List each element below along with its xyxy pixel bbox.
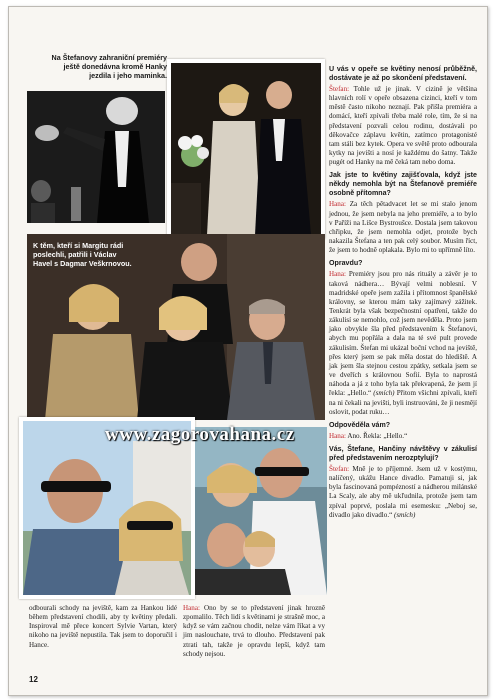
speaker-label: Hana: [329, 431, 346, 440]
caption-top: Na Štefanovy zahraniční premiéry ještě donedávna kromě Hanky jezdila i jeho maminka. [51, 53, 167, 80]
watermark: www.zagorovahana.cz [105, 424, 295, 445]
answer-1 [329, 85, 477, 167]
answer-4-text: Ano. Řekla: „Hello.“ [347, 431, 408, 440]
photo-selfie-group [195, 427, 327, 595]
photo-selfie-group-image [195, 427, 327, 595]
speaker-label: Hana: [329, 200, 346, 209]
question-5: Vás, Štefane, Hančiny návštěvy v zákulisí před představením nerozptylují? [329, 445, 477, 462]
answer-3-text: Premiéry jsou pro nás rituály a závěr je to taková nádhera… Bývají velmi noblesní. V madridské opeře jsem zažila i přítomnost španělské královny, se kterou mám taky zajímavý zážitek. Tenkrát byla však bezpečnostní opatření, takže do zákulisí se nemohlo, což jsem nevěděla. Proto jsem jako obvykle šla před představením k Štefanovi, abych mu popřála a dala na té své pult provede zákulisím. Štefan mi ukázal boční vchod na jeviště, přes který jsem se pak měla dostat do hlediště. A jak jsem šla stejnou cestou zpátky, setkala jsem se ve dveřích s královnou Sofií. Byla to naprostá náhoda a já z toho byla tak překvapená, že jsem jí řekla: „Hello.“ [329, 270, 477, 398]
bottom-left-paragraph: odbourali schody na jeviště, kam za Hankou lidé během představení chodili, aby ty květiny předali. Inspiroval mě přece koncert Sylvie Vartan, který nikoho na jeviště nepustila. Tak jsem to doporučil i Hance. [29, 604, 177, 649]
caption-mid: K těm, kteří si Margitu rádi poslechli, patřili i Václav Havel s Dagmar Veškrnovou. [33, 241, 132, 268]
photo-stage-bow [27, 91, 165, 223]
answer-5 [329, 465, 477, 520]
question-1: U vás v opeře se květiny nenosí průběžně, dostávate je až po skončení představení. [329, 65, 477, 82]
photo-stage-bow-image [27, 91, 165, 223]
speaker-label: Štefan: [329, 85, 350, 93]
smile-note: (smích) [394, 510, 416, 519]
question-3: Opravdu? [329, 259, 363, 268]
bottom-mid-text [183, 604, 325, 661]
answer-3-tail: Přitom všichni zpívali, kteří na ni čekali na jevišti, byli instruováni, že ji nesmějí oslovit, podat ruku… [329, 389, 477, 416]
speaker-label: Hana: [329, 270, 346, 279]
smile-note: (smích) [373, 389, 395, 398]
answer-2 [329, 200, 477, 255]
answer-2-text: Za těch pětadvacet let se mi stalo jenom jednou, že jsem nebyla na jeho premiéře, a to bylo v Paříži na Lišce Bystroušce. Dostala jsem takovou chřipku, že jsem nemohla odjet, protože bych nakazila Štefana a ten pak celý soubor. Musím říct, že jsem to hodně oplakala. Bylo mi to upřímně líto. [329, 200, 477, 255]
answer-4 [329, 432, 477, 441]
photo-couple-flowers-image [171, 63, 321, 235]
answer-1-text: Tohle už je jinak. V cizině je většina hlavních rolí v opeře obsazena cizinci, kteří v tom městě často nikoho neznají. Pak přišla premiéra a domácí, kteří zpívali třeba malé role, tím, že si na představení pozvali celou rodinu, dostávali po děkovačce záplavu květin, zatímco protagonisté tam stáli bez kytek. Opera ve světě proto odbourala kytky na jevišti a nosí je každému do šatny. Takže pugét od Hanky na mě čeká tam nebo doma. [329, 85, 477, 167]
photo-selfie-couple-image [23, 421, 191, 595]
photo-couple-flowers [167, 59, 325, 239]
speaker-label: Hana: [183, 604, 200, 612]
bottom-mid-text-body: Ono by se to představení jinak hrozně zpomalilo. Těch lidí s květinami je strašně moc, a když se vám začnou chodit, nelze vám říkat a vy jim naslouchate, trvá to dlouho. Představení pak ztrati tah, takže je opravdu lepší, když tam schody nejsou. [183, 604, 326, 658]
answer-3 [329, 270, 477, 417]
magazine-page [8, 6, 488, 696]
bottom-mid-paragraph [183, 604, 325, 659]
bottom-left-text [29, 604, 177, 652]
answer-5-text: Mně je to příjemné. Jsem už v kostýmu, nalíčený, ukážu Hance divadlo. Pamatuji si, jak byla fascinovaná pompézností a nádherou milánské La Scaly, ale aby mě ukľudnila, protože jsem tam zpíval poprvé, poslala mi esemesku: „Neboj se, divadlo jako divadlo.“ [329, 465, 477, 519]
question-2: Jak jste to květiny zajišťovala, když jste někdy nemohla být na Štefanově premiéře osobně přítomna? [329, 171, 477, 198]
question-4: Odpověděla vám? [329, 420, 391, 429]
right-column [329, 61, 477, 522]
speaker-label: Štefan: [329, 465, 350, 473]
page-number: 12 [29, 675, 38, 684]
